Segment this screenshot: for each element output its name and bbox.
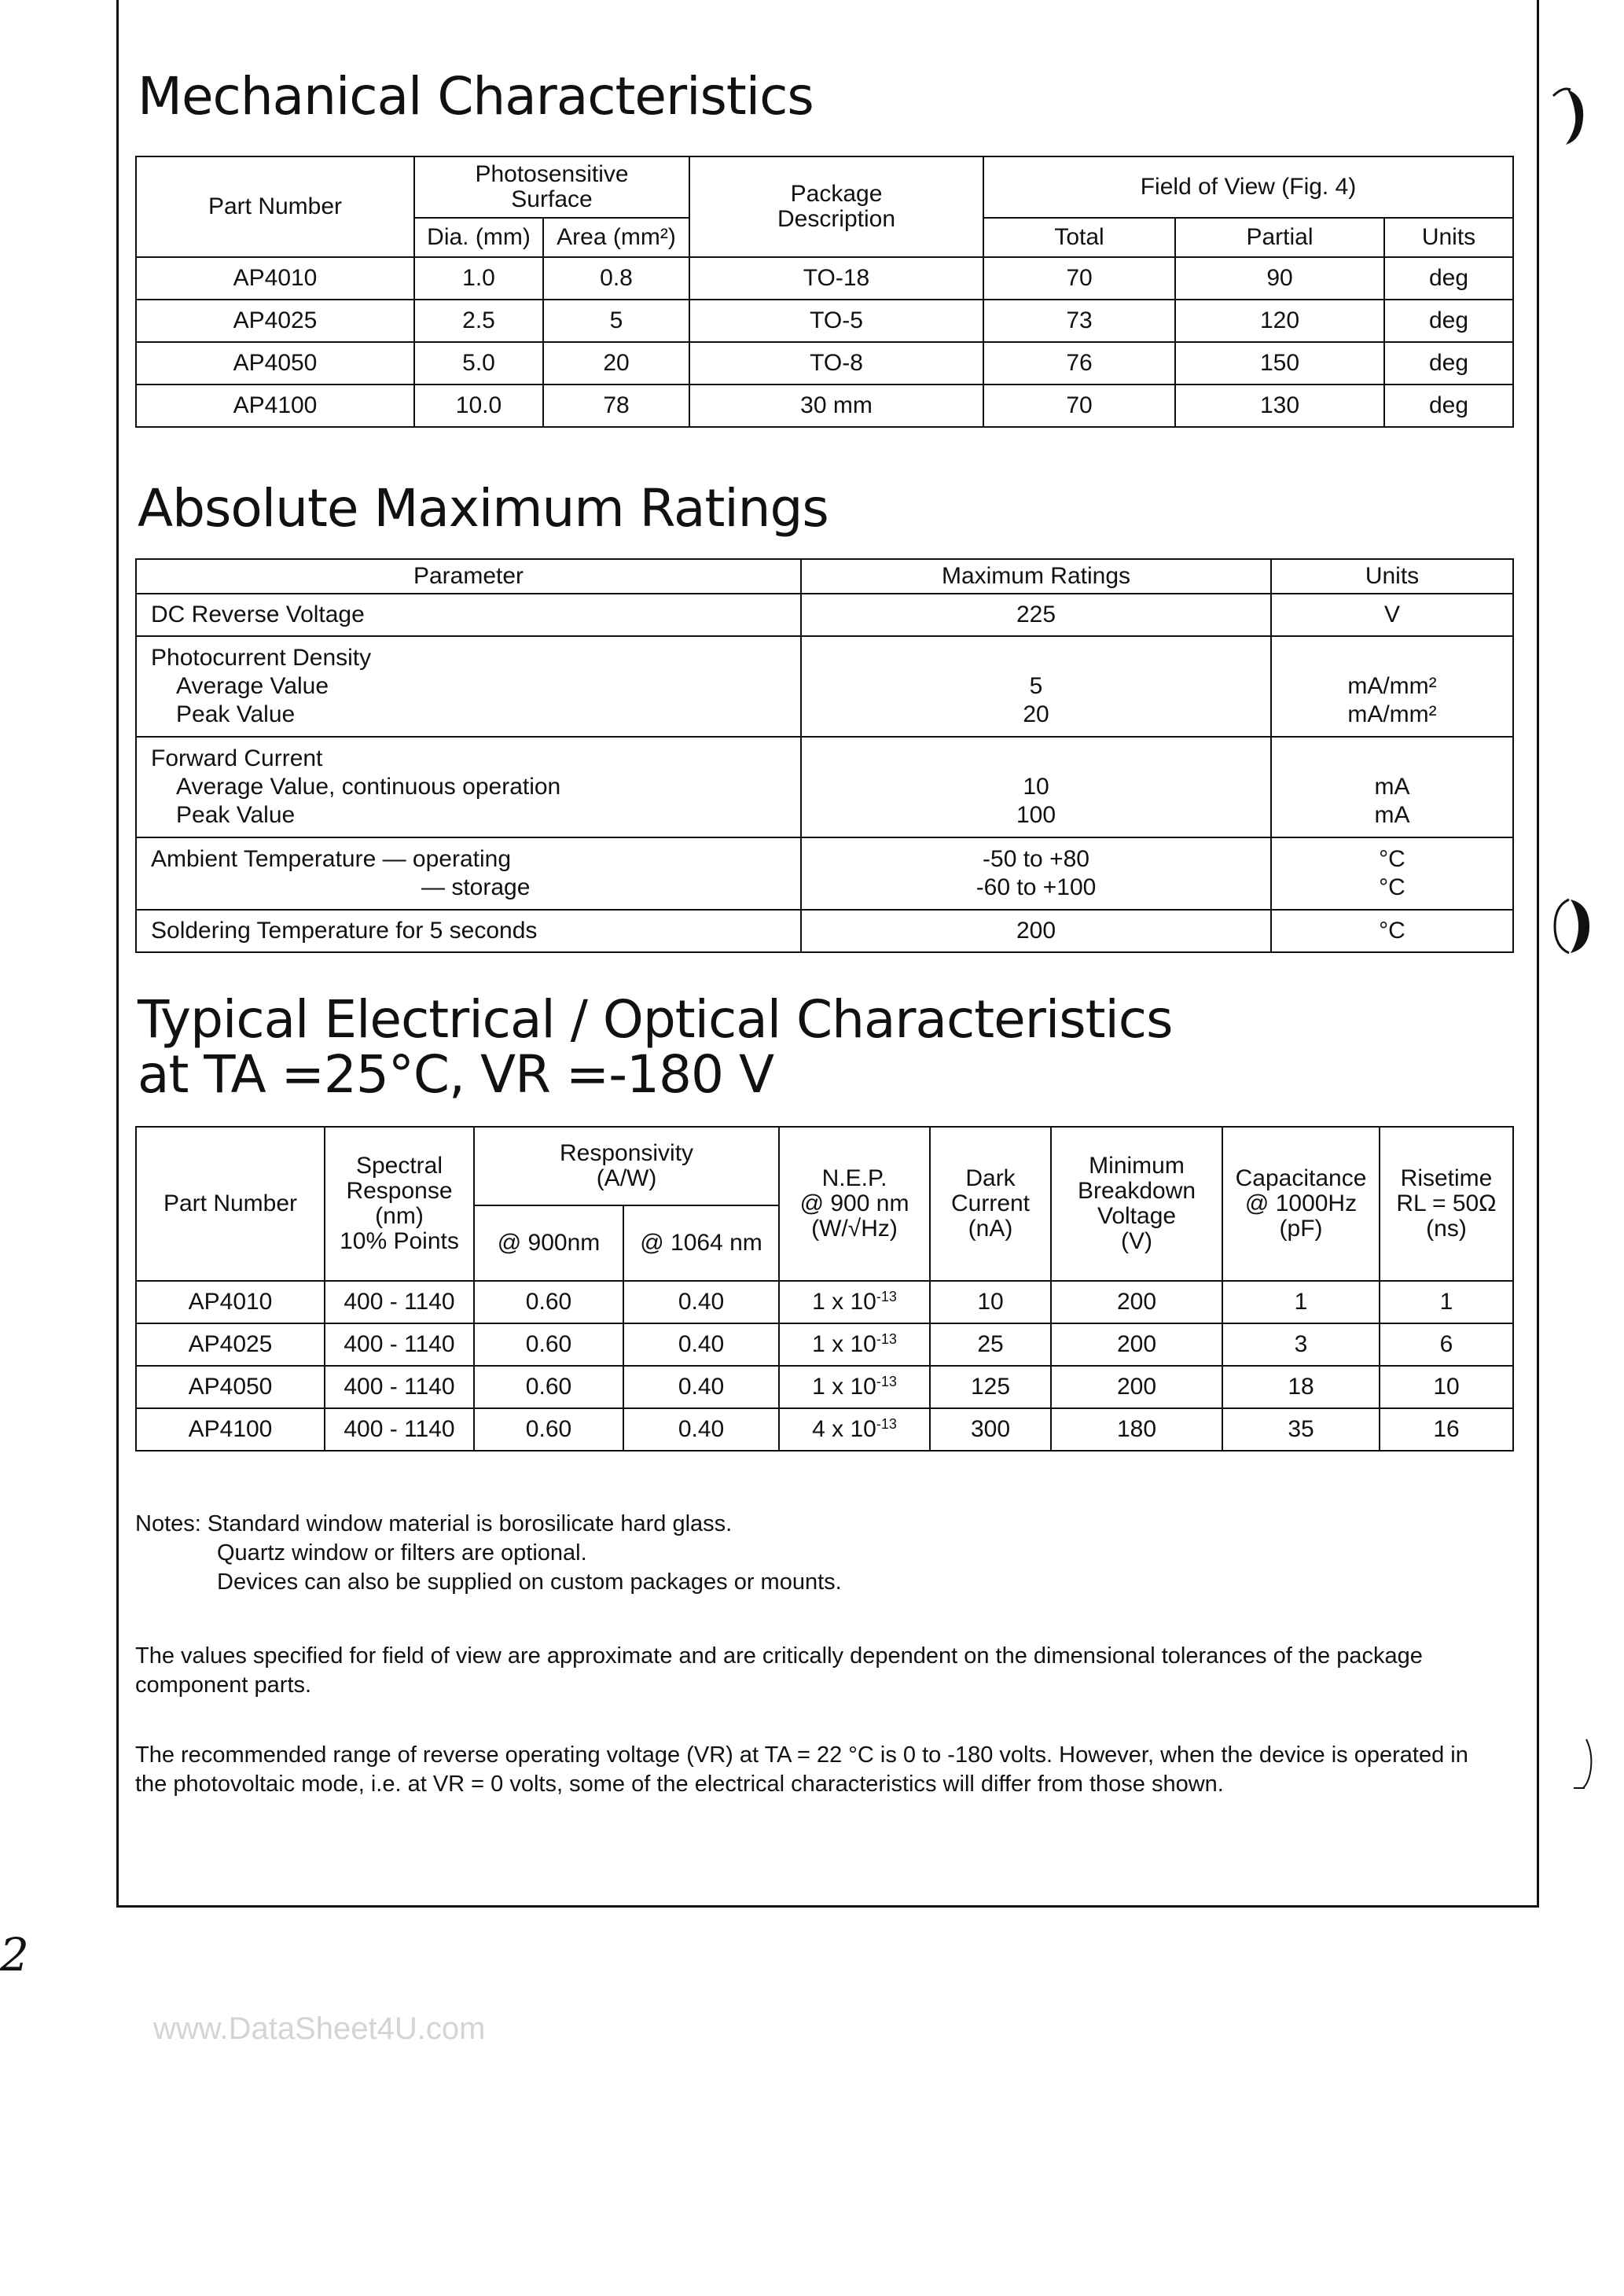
breakdown-line-1: Minimum	[1089, 1153, 1185, 1179]
header-nep	[779, 1127, 930, 1281]
header-photosensitive-surface: Photosensitive Surface	[414, 156, 689, 218]
voltage-note: The recommended range of reverse operating voltage (VR) at TA = 22 °C is 0 to -180 volts. However, when the device is operated in the photovoltaic mode, i.e. at VR = 0 volts, some of the electrical characteristics will differ from those shown.	[135, 1742, 1468, 1797]
responsivity-line-2: (A/W)	[596, 1165, 657, 1191]
header-field-of-view: Field of View (Fig. 4)	[983, 156, 1513, 218]
value-dc-reverse-voltage: 225	[801, 594, 1271, 636]
forward-peak-value: 100	[1016, 802, 1056, 828]
table-row	[136, 1366, 1513, 1408]
header-dia: Dia. (mm)	[414, 218, 543, 257]
cell-breakdown: 200	[1051, 1323, 1222, 1366]
fov-note: The values specified for field of view are approximate and are critically dependent on the dimensional tolerances of the package component parts.	[135, 1643, 1423, 1698]
param-forward-current	[136, 737, 801, 837]
forward-peak-unit: mA	[1374, 802, 1410, 828]
header-dark-current	[930, 1127, 1051, 1281]
notes-block	[135, 1510, 1519, 1597]
cell-total: 70	[983, 385, 1175, 427]
cell-package: TO-18	[689, 257, 983, 300]
photocurrent-label: Photocurrent Density	[151, 645, 372, 671]
cell-total: 70	[983, 257, 1175, 300]
nep-mantissa: 4 x 10	[812, 1416, 876, 1442]
header-area: Area (mm²)	[543, 218, 689, 257]
table-row	[136, 594, 1513, 636]
watermark: www.DataSheet4U.com	[153, 2011, 486, 2046]
forward-average-value: 10	[1023, 774, 1049, 800]
cell-resp-1064: 0.40	[623, 1366, 779, 1408]
cell-part: AP4025	[136, 300, 414, 342]
value-soldering-temperature: 200	[801, 910, 1271, 952]
photocurrent-peak-label: Peak Value	[176, 701, 296, 727]
table-row	[136, 1323, 1513, 1366]
cell-breakdown: 200	[1051, 1281, 1222, 1323]
ambient-operating-unit: °C	[1379, 846, 1405, 872]
cell-resp-900: 0.60	[474, 1323, 623, 1366]
breakdown-line-2: Breakdown	[1077, 1178, 1196, 1204]
spectral-line-2: Response	[346, 1178, 453, 1204]
cell-dark: 25	[930, 1323, 1051, 1366]
cell-nep	[779, 1281, 930, 1323]
risetime-line-1: Risetime	[1400, 1165, 1493, 1191]
cell-resp-900: 0.60	[474, 1366, 623, 1408]
forward-peak-label: Peak Value	[176, 802, 296, 828]
cell-total: 73	[983, 300, 1175, 342]
header-breakdown-voltage	[1051, 1127, 1222, 1281]
cell-area: 0.8	[543, 257, 689, 300]
capacitance-line-1: Capacitance	[1235, 1165, 1367, 1191]
table-row	[136, 342, 1513, 385]
cell-resp-1064: 0.40	[623, 1323, 779, 1366]
param-dc-reverse-voltage: DC Reverse Voltage	[136, 594, 801, 636]
cell-total: 76	[983, 342, 1175, 385]
cell-risetime: 10	[1380, 1366, 1513, 1408]
photocurrent-peak-unit: mA/mm²	[1347, 701, 1437, 727]
risetime-line-3: (ns)	[1426, 1216, 1467, 1242]
param-soldering-temperature: Soldering Temperature for 5 seconds	[136, 910, 801, 952]
breakdown-line-4: (V)	[1121, 1228, 1153, 1254]
cell-nep	[779, 1408, 930, 1451]
unit-soldering-temperature: °C	[1271, 910, 1513, 952]
cell-part: AP4100	[136, 385, 414, 427]
nep-mantissa: 1 x 10	[812, 1289, 876, 1315]
cell-area: 78	[543, 385, 689, 427]
punch-hole-mark-middle	[1550, 895, 1597, 958]
value-ambient-temperature	[801, 837, 1271, 910]
header-responsivity	[474, 1127, 779, 1205]
cell-package: 30 mm	[689, 385, 983, 427]
value-forward-current	[801, 737, 1271, 837]
table-row	[136, 1408, 1513, 1451]
param-ambient-temperature	[136, 837, 801, 910]
nep-mantissa: 1 x 10	[812, 1374, 876, 1400]
cell-partial: 90	[1175, 257, 1384, 300]
unit-dc-reverse-voltage: V	[1271, 594, 1513, 636]
unit-ambient-temperature	[1271, 837, 1513, 910]
cell-dark: 300	[930, 1408, 1051, 1451]
cell-part: AP4010	[136, 257, 414, 300]
cell-partial: 150	[1175, 342, 1384, 385]
nep-exponent: -13	[876, 1289, 897, 1304]
absolute-title: Absolute Maximum Ratings	[138, 478, 829, 539]
cell-units: deg	[1384, 385, 1513, 427]
cell-package: TO-8	[689, 342, 983, 385]
table-row	[136, 300, 1513, 342]
cell-capacitance: 1	[1222, 1281, 1380, 1323]
dark-line-1: Dark	[965, 1165, 1016, 1191]
header-risetime	[1380, 1127, 1513, 1281]
capacitance-line-3: (pF)	[1279, 1216, 1323, 1242]
page-number: 2	[0, 1928, 29, 1981]
header-resp-1064: @ 1064 nm	[623, 1205, 779, 1281]
nep-line-2: @ 900 nm	[799, 1190, 909, 1216]
spectral-line-4: 10% Points	[340, 1228, 459, 1254]
risetime-line-2: RL = 50Ω	[1396, 1190, 1497, 1216]
table-row	[136, 837, 1513, 910]
dark-line-2: Current	[950, 1190, 1031, 1216]
capacitance-line-2: @ 1000Hz	[1244, 1190, 1358, 1216]
table-row	[136, 1281, 1513, 1323]
electrical-title: Typical Electrical / Optical Characteristics	[138, 989, 1173, 1050]
forward-average-label: Average Value, continuous operation	[176, 774, 561, 800]
cell-dia: 5.0	[414, 342, 543, 385]
cell-capacitance: 18	[1222, 1366, 1380, 1408]
cell-breakdown: 200	[1051, 1366, 1222, 1408]
cell-spectral: 400 - 1140	[325, 1408, 474, 1451]
header-capacitance	[1222, 1127, 1380, 1281]
ambient-storage-unit: °C	[1379, 874, 1405, 900]
ambient-storage-value: -60 to +100	[976, 874, 1097, 900]
cell-dark: 10	[930, 1281, 1051, 1323]
header-part-number: Part Number	[136, 1127, 325, 1281]
cell-nep	[779, 1366, 930, 1408]
cell-resp-1064: 0.40	[623, 1281, 779, 1323]
table-row	[136, 910, 1513, 952]
param-photocurrent-density	[136, 636, 801, 737]
note-line-2: Quartz window or filters are optional.	[217, 1540, 587, 1566]
cell-capacitance: 3	[1222, 1323, 1380, 1366]
table-row	[136, 385, 1513, 427]
nep-line-3: (W/√Hz)	[811, 1216, 898, 1242]
nep-mantissa: 1 x 10	[812, 1331, 876, 1357]
cell-spectral: 400 - 1140	[325, 1281, 474, 1323]
photocurrent-peak-value: 20	[1023, 701, 1049, 727]
cell-dia: 2.5	[414, 300, 543, 342]
cell-area: 5	[543, 300, 689, 342]
table-row	[136, 636, 1513, 737]
electrical-subtitle: at TA =25°C, VR =-180 V	[138, 1044, 774, 1105]
cell-part: AP4025	[136, 1323, 325, 1366]
cell-breakdown: 180	[1051, 1408, 1222, 1451]
header-total: Total	[983, 218, 1175, 257]
electrical-table	[135, 1126, 1514, 1452]
cell-capacitance: 35	[1222, 1408, 1380, 1451]
cell-risetime: 1	[1380, 1281, 1513, 1323]
table-row	[136, 737, 1513, 837]
cell-partial: 120	[1175, 300, 1384, 342]
cell-units: deg	[1384, 300, 1513, 342]
header-parameter: Parameter	[136, 559, 801, 594]
mechanical-table	[135, 156, 1514, 428]
cell-part: AP4010	[136, 1281, 325, 1323]
header-resp-900: @ 900nm	[474, 1205, 623, 1281]
nep-exponent: -13	[876, 1416, 897, 1432]
cell-risetime: 16	[1380, 1408, 1513, 1451]
photocurrent-average-label: Average Value	[176, 673, 329, 699]
cell-part: AP4050	[136, 1366, 325, 1408]
header-package-description: Package Description	[689, 156, 983, 257]
spectral-line-1: Spectral	[355, 1153, 443, 1179]
header-maximum-ratings: Maximum Ratings	[801, 559, 1271, 594]
cell-units: deg	[1384, 342, 1513, 385]
mechanical-title: Mechanical Characteristics	[138, 66, 814, 127]
cell-risetime: 6	[1380, 1323, 1513, 1366]
unit-forward-current	[1271, 737, 1513, 837]
forward-label: Forward Current	[151, 745, 323, 771]
photocurrent-average-unit: mA/mm²	[1347, 673, 1437, 699]
header-spectral-response	[325, 1127, 474, 1281]
cell-resp-1064: 0.40	[623, 1408, 779, 1451]
unit-photocurrent-density	[1271, 636, 1513, 737]
header-part-number: Part Number	[136, 156, 414, 257]
cell-part: AP4100	[136, 1408, 325, 1451]
breakdown-line-3: Voltage	[1097, 1203, 1177, 1229]
ambient-storage-label: — storage	[421, 874, 531, 900]
cell-resp-900: 0.60	[474, 1408, 623, 1451]
cell-spectral: 400 - 1140	[325, 1323, 474, 1366]
cell-part: AP4050	[136, 342, 414, 385]
nep-exponent: -13	[876, 1374, 897, 1389]
cell-area: 20	[543, 342, 689, 385]
cell-partial: 130	[1175, 385, 1384, 427]
cell-dia: 10.0	[414, 385, 543, 427]
value-photocurrent-density	[801, 636, 1271, 737]
cell-dia: 1.0	[414, 257, 543, 300]
ambient-operating-label: Ambient Temperature — operating	[151, 846, 512, 872]
responsivity-line-1: Responsivity	[559, 1140, 694, 1166]
ambient-operating-value: -50 to +80	[983, 846, 1089, 872]
cell-package: TO-5	[689, 300, 983, 342]
table-row	[136, 257, 1513, 300]
header-units: Units	[1384, 218, 1513, 257]
header-partial: Partial	[1175, 218, 1384, 257]
nep-exponent: -13	[876, 1331, 897, 1347]
forward-average-unit: mA	[1374, 774, 1410, 800]
header-units: Units	[1271, 559, 1513, 594]
note-line-3: Devices can also be supplied on custom packages or mounts.	[217, 1569, 842, 1595]
spectral-line-3: (nm)	[375, 1203, 424, 1229]
photocurrent-average-value: 5	[1029, 673, 1043, 699]
dark-line-3: (nA)	[968, 1216, 1013, 1242]
cell-spectral: 400 - 1140	[325, 1366, 474, 1408]
punch-hole-mark-bottom	[1572, 1736, 1604, 1799]
nep-line-1: N.E.P.	[821, 1165, 887, 1191]
punch-hole-mark-top	[1547, 79, 1594, 149]
cell-nep	[779, 1323, 930, 1366]
cell-units: deg	[1384, 257, 1513, 300]
absolute-ratings-table	[135, 558, 1514, 953]
cell-dark: 125	[930, 1366, 1051, 1408]
cell-resp-900: 0.60	[474, 1281, 623, 1323]
note-line-1: Notes: Standard window material is borosilicate hard glass.	[135, 1511, 733, 1536]
